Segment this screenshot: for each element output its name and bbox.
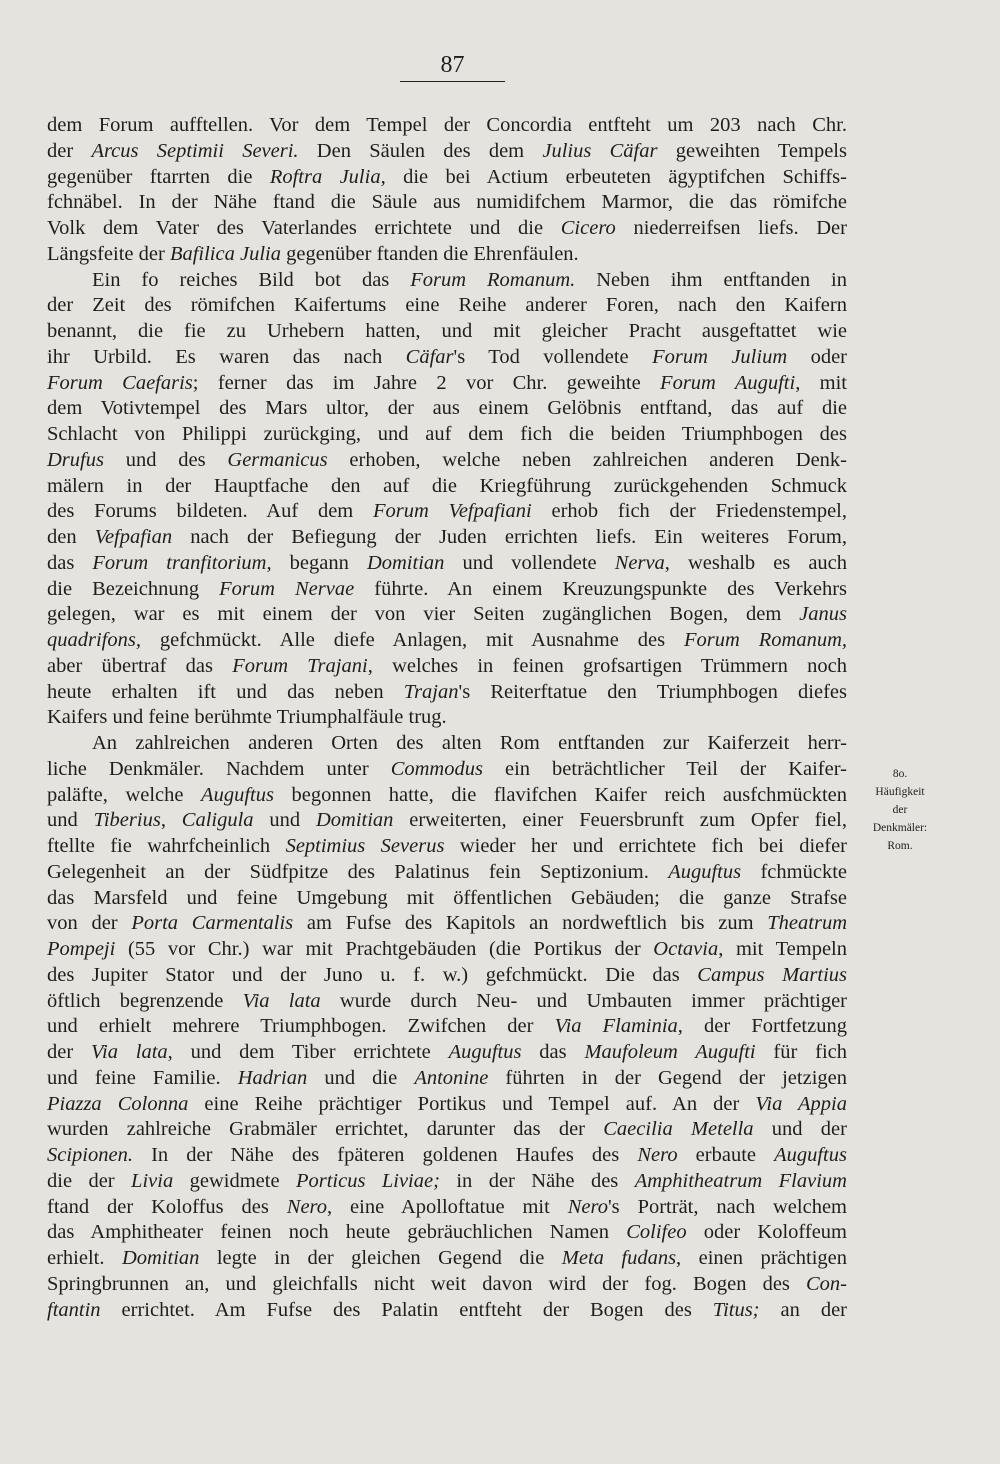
text-line xyxy=(47,448,847,474)
italic-text: Nero xyxy=(286,1195,328,1218)
text-run: dem Forum aufftellen. Vor dem Tempel der Concordia entfteht um 203 nach Chr. xyxy=(47,114,847,136)
margin-note-line: 8o. xyxy=(892,768,908,780)
text-run: wurden zahlreiche Grabmäler errichtet, darunter das der xyxy=(47,1118,604,1141)
italic-text: Auguftus xyxy=(448,1041,522,1063)
text-line xyxy=(47,989,847,1015)
text-run: Kaifers und feine berühmte Triumphalfäule trug. xyxy=(47,706,447,729)
text-run: die Bezeichnung xyxy=(47,577,220,600)
text-line xyxy=(47,1195,847,1221)
text-line xyxy=(47,1169,847,1195)
text-run: die bei Actium erbeuteten ägyptifchen Schiffs- xyxy=(385,165,847,188)
text-run: ftand der Koloffus des xyxy=(47,1195,287,1218)
text-run: , eine Apolloftatue mit xyxy=(327,1195,568,1218)
text-run: heute erhalten ift und das neben xyxy=(47,680,404,703)
italic-text: Campus Martius xyxy=(697,963,847,986)
italic-text: Via Appia xyxy=(755,1092,848,1115)
text-run: das xyxy=(521,1041,585,1063)
italic-text: Septimius Severus xyxy=(285,835,445,857)
text-run: dem Votivtempel des Mars ultor, der aus einem Gelöbnis entftand, das auf die xyxy=(47,397,847,420)
text-line xyxy=(47,474,847,500)
text-run: das xyxy=(47,551,93,574)
text-line xyxy=(47,525,847,551)
text-line xyxy=(47,731,847,757)
text-run: von der xyxy=(47,912,132,935)
text-line xyxy=(47,705,847,731)
italic-text: Tiberius xyxy=(93,809,161,832)
text-run: begonnen hatte, die flavifchen Kaifer reich ausfchmückten xyxy=(273,783,848,806)
text-run: Springbrunnen an, und gleichfalls nicht weit davon wird der fog. Bogen des xyxy=(47,1272,806,1295)
text-run: des Jupiter Stator und der Juno u. f. w.) gefchmückt. Die das xyxy=(47,963,698,986)
text-run: , weshalb es auch xyxy=(664,551,848,574)
text-run: wieder her und errichtete fich bei diefer xyxy=(444,835,847,857)
text-run: , mit Tempeln xyxy=(718,938,847,960)
italic-text: Porticus Liviae; xyxy=(295,1169,440,1192)
text-run: und des xyxy=(103,448,228,471)
page-number: 87 xyxy=(440,52,465,78)
margin-note-line: Rom. xyxy=(887,840,913,852)
text-run: nach der Befiegung der Juden errichten liefs. Ein weiteres Forum, xyxy=(172,526,847,548)
text-run: , der Fortfetzung xyxy=(677,1015,847,1038)
text-run: wurde durch Neu- und Umbauten immer prächtiger xyxy=(320,989,847,1012)
text-run: 's Tod vollendete xyxy=(453,345,653,368)
text-run: führte. An einem Kreuzungspunkte des Verkehrs xyxy=(354,577,847,600)
text-run: und xyxy=(47,809,94,832)
text-line xyxy=(47,937,847,963)
text-run: fchmückte xyxy=(741,860,847,883)
text-run: und feine Familie. xyxy=(47,1066,238,1089)
text-run: , mit xyxy=(795,371,847,394)
italic-text: Porta Carmentalis xyxy=(131,912,294,935)
italic-text: Theatrum xyxy=(767,912,847,935)
italic-text: Roftra Julia, xyxy=(269,165,386,188)
italic-text: Via lata xyxy=(91,1041,168,1063)
text-run: , begann xyxy=(266,551,367,574)
text-run: gewidmete xyxy=(173,1169,296,1192)
text-run: des Forums bildeten. Auf dem xyxy=(47,500,374,523)
text-line xyxy=(47,1092,847,1118)
italic-text: Drufus xyxy=(47,448,104,471)
italic-text: Octavia xyxy=(653,938,719,960)
margin-note-line: Denkmäler: xyxy=(872,822,928,834)
italic-text: Caligula xyxy=(181,809,254,832)
italic-text: Auguftus xyxy=(668,860,742,883)
text-run: An zahlreichen anderen Orten des alten Rom entftanden zur Kaiferzeit herr- xyxy=(92,732,847,754)
italic-text: Vefpafian xyxy=(94,526,173,548)
text-line xyxy=(47,654,847,680)
text-line xyxy=(47,628,847,654)
text-line xyxy=(47,113,847,139)
text-line xyxy=(47,757,847,783)
italic-text: Meta fudans xyxy=(561,1247,677,1269)
italic-text: Auguftus xyxy=(774,1144,847,1166)
text-run: 's Porträt, nach welchem xyxy=(607,1195,847,1218)
text-run: in der Nähe des xyxy=(439,1169,635,1192)
page-number-rule xyxy=(400,81,505,82)
text-run: gegenüber ftanden die Ehrenfäulen. xyxy=(280,242,579,265)
text-line xyxy=(47,680,847,706)
text-run: ftellte fie wahrfcheinlich xyxy=(47,835,286,857)
italic-text: Forum Augufti xyxy=(660,371,796,394)
text-run: aber übertraf das xyxy=(47,654,233,677)
text-run: an der xyxy=(759,1298,847,1321)
italic-text: Livia xyxy=(131,1169,174,1192)
italic-text: Colifeo xyxy=(626,1221,687,1244)
text-run: erbaute xyxy=(677,1144,775,1166)
italic-text: Auguftus xyxy=(201,783,274,806)
text-run: am Fufse des Kapitols an nordweftlich bis zum xyxy=(293,912,768,935)
italic-text: Forum Romanum, xyxy=(684,629,847,651)
text-line xyxy=(47,886,847,912)
text-line xyxy=(47,1040,847,1066)
text-run: , und dem Tiber errichtete xyxy=(167,1041,449,1063)
text-line xyxy=(47,396,847,422)
text-line xyxy=(47,1246,847,1272)
text-run: benannt, die fie zu Urhebern hatten, und mit gleicher Pracht ausgeftattet wie xyxy=(47,320,847,342)
italic-text: Forum Nervae xyxy=(219,577,355,600)
text-run: Den Säulen des dem xyxy=(298,139,543,162)
text-run: paläfte, welche xyxy=(47,783,202,806)
text-line xyxy=(47,1014,847,1040)
text-run: und xyxy=(253,809,316,832)
text-line xyxy=(47,1298,847,1324)
text-line xyxy=(47,190,847,216)
text-run: Volk dem Vater des Vaterlandes errichtete und die xyxy=(47,217,561,239)
text-line xyxy=(47,1117,847,1143)
text-line xyxy=(47,911,847,937)
italic-text: Scipionen. xyxy=(47,1144,133,1166)
text-run: das Amphitheater feinen noch heute gebräuchlichen Namen xyxy=(47,1221,627,1244)
text-line xyxy=(47,834,847,860)
margin-note-line: Häufigkeit xyxy=(875,786,925,798)
text-run: gelegen, war es mit einem der von vier Seiten zugänglichen Bogen, dem xyxy=(47,603,800,626)
text-run: , xyxy=(160,809,182,832)
italic-text: Via lata xyxy=(242,989,321,1012)
text-line xyxy=(47,551,847,577)
text-run: gefchmückt. Alle diefe Anlagen, mit Ausnahme des xyxy=(140,629,685,651)
text-run: und erhielt mehrere Triumphbogen. Zwifchen der xyxy=(47,1015,555,1038)
italic-text: Titus; xyxy=(712,1298,760,1321)
italic-text: Antonine xyxy=(414,1066,489,1089)
text-run: geweihten Tempels xyxy=(657,139,847,162)
text-line xyxy=(47,268,847,294)
text-run: erhob fich der Friedenstempel, xyxy=(531,500,848,523)
text-line xyxy=(47,139,847,165)
text-run: , einen prächtigen xyxy=(676,1247,847,1269)
italic-text: Amphitheatrum Flavium xyxy=(634,1169,847,1192)
italic-text: Nerva xyxy=(614,551,665,574)
text-run: und vollendete xyxy=(444,551,615,574)
text-run: oder xyxy=(787,345,848,368)
italic-text: Janus xyxy=(799,603,847,626)
text-run: das Marsfeld und feine Umgebung mit öffentlichen Gebäuden; die ganze Strafse xyxy=(47,886,847,909)
italic-text: Forum Trajani xyxy=(232,654,368,677)
text-line xyxy=(47,783,847,809)
text-run: fchnäbel. In der Nähe ftand die Säule aus numidifchem Marmor, die das römifche xyxy=(47,191,847,214)
text-line xyxy=(47,422,847,448)
text-run: die der xyxy=(47,1169,132,1192)
text-line xyxy=(47,242,847,268)
text-line xyxy=(47,165,847,191)
text-line xyxy=(47,1220,847,1246)
italic-text: Cicero xyxy=(560,217,616,239)
italic-text: ftantin xyxy=(47,1298,101,1321)
text-run: öftlich begrenzende xyxy=(47,989,243,1012)
text-run: oder Koloffeum xyxy=(686,1221,847,1244)
italic-text: Hadrian xyxy=(237,1066,308,1089)
text-run: eine Reihe prächtiger Portikus und Tempel auf. An der xyxy=(188,1092,756,1115)
text-line xyxy=(47,577,847,603)
text-run: und der xyxy=(753,1118,847,1141)
text-run: erhielt. xyxy=(47,1247,122,1269)
text-run: (55 vor Chr.) war mit Prachtgebäuden (die Portikus der xyxy=(115,938,654,960)
text-run: legte in der gleichen Gegend die xyxy=(199,1247,562,1269)
italic-text: Pompeji xyxy=(47,938,116,960)
italic-text: Via Flaminia xyxy=(554,1015,678,1038)
text-line xyxy=(47,1272,847,1298)
text-line xyxy=(47,602,847,628)
text-line xyxy=(47,860,847,886)
italic-text: Cäfar xyxy=(405,345,454,368)
italic-text: Caecilia Metella xyxy=(603,1118,754,1141)
body-text xyxy=(47,113,847,1323)
text-run: mälern in der Hauptfache den auf die Kriegführung zurückgehenden Schmuck xyxy=(47,474,847,497)
italic-text: Commodus xyxy=(390,757,483,780)
italic-text: Piazza Colonna xyxy=(47,1092,189,1115)
text-run: liche Denkmäler. Nachdem unter xyxy=(47,757,391,780)
italic-text: Nero xyxy=(637,1144,678,1166)
text-run: , welches in feinen grofsartigen Trümmern noch xyxy=(367,654,847,677)
text-line xyxy=(47,216,847,242)
italic-text: Nero xyxy=(567,1195,608,1218)
text-run: der xyxy=(47,139,92,162)
text-run: niederreifsen liefs. Der xyxy=(615,217,847,239)
text-line xyxy=(47,293,847,319)
text-run: Längsfeite der xyxy=(47,242,170,265)
italic-text: Forum Vefpafiani xyxy=(373,500,532,523)
text-run: und die xyxy=(307,1066,415,1089)
text-line xyxy=(47,808,847,834)
text-run: 's Reiterftatue den Triumphbogen diefes xyxy=(458,680,847,703)
text-line xyxy=(47,499,847,525)
text-run: erweiterten, einer Feuersbrunft zum Opfer fiel, xyxy=(393,809,848,832)
text-line xyxy=(47,1066,847,1092)
italic-text: Bafilica Julia xyxy=(169,242,281,265)
text-run: der Zeit des römifchen Kaifertums eine Reihe anderer Foren, nach den Kaifern xyxy=(47,294,847,317)
text-run: errichtet. Am Fufse des Palatin entfteht der Bogen des xyxy=(100,1298,713,1321)
text-line xyxy=(47,1143,847,1169)
text-run: den xyxy=(47,526,95,548)
margin-note xyxy=(855,765,945,855)
italic-text: Maufoleum Augufti xyxy=(584,1041,756,1063)
italic-text: Domitian xyxy=(366,551,445,574)
text-run: ein beträchtlicher Teil der Kaifer- xyxy=(482,757,847,780)
text-run: gegenüber ftarrten die xyxy=(47,165,270,188)
italic-text: Forum tranfitorium xyxy=(92,551,267,574)
text-line xyxy=(47,319,847,345)
text-run: für fich xyxy=(755,1041,848,1063)
italic-text: Arcus Septimii Severi. xyxy=(91,139,299,162)
text-line xyxy=(47,345,847,371)
italic-text: Con- xyxy=(806,1272,847,1295)
text-line xyxy=(47,963,847,989)
text-run: erhoben, welche neben zahlreichen anderen Denk- xyxy=(327,448,847,471)
italic-text: Trajan xyxy=(403,680,459,703)
text-run: Gelegenheit an der Südfpitze des Palatinus fein Septizonium. xyxy=(47,860,669,883)
italic-text: Forum Julium xyxy=(652,345,788,368)
italic-text: Forum Caefaris xyxy=(47,371,193,394)
margin-note-line: der xyxy=(892,804,908,816)
italic-text: Domitian xyxy=(121,1247,200,1269)
text-run: ihr Urbild. Es waren das nach xyxy=(47,345,406,368)
italic-text: Domitian xyxy=(315,809,394,832)
text-line xyxy=(47,371,847,397)
italic-text: Forum Romanum. xyxy=(410,268,576,291)
text-run: ; ferner das im Jahre 2 vor Chr. geweihte xyxy=(192,371,661,394)
text-run: der xyxy=(47,1041,91,1063)
text-run: führten in der Gegend der jetzigen xyxy=(488,1066,847,1089)
italic-text: Julius Cäfar xyxy=(542,139,658,162)
text-run: In der Nähe des fpäteren goldenen Haufes des xyxy=(132,1144,638,1166)
italic-text: Germanicus xyxy=(227,448,328,471)
text-run: Neben ihm entftanden in xyxy=(575,268,847,291)
italic-text: quadrifons, xyxy=(47,629,141,651)
text-run: Ein fo reiches Bild bot das xyxy=(92,268,411,291)
text-run: Schlacht von Philippi zurückging, und auf dem fich die beiden Triumphbogen des xyxy=(47,423,847,445)
